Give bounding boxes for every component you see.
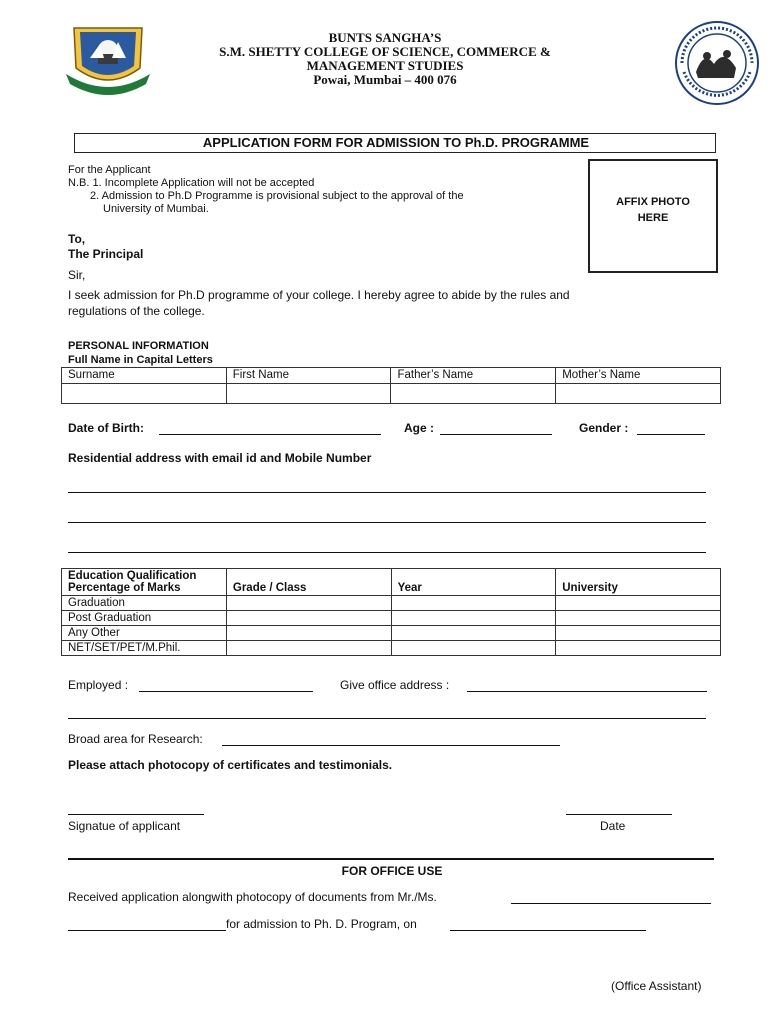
year-header: Year bbox=[391, 569, 556, 596]
college-address: Powai, Mumbai – 400 076 bbox=[313, 72, 457, 87]
row-label-post-graduation: Post Graduation bbox=[62, 611, 227, 626]
mothers-name-header: Mother’s Name bbox=[556, 368, 721, 384]
org-name: BUNTS SANGHA’S bbox=[328, 30, 442, 45]
full-name-subheading: Full Name in Capital Letters bbox=[68, 354, 213, 366]
date-label: Date bbox=[600, 819, 626, 833]
office-address-field[interactable] bbox=[467, 691, 707, 692]
office-address-label: Give office address : bbox=[340, 678, 450, 692]
fathers-name-header: Father’s Name bbox=[391, 368, 556, 384]
education-header-cell bbox=[62, 569, 227, 596]
mothers-name-field[interactable] bbox=[556, 384, 721, 404]
office-use-heading: FOR OFFICE USE bbox=[341, 864, 443, 878]
office-address-line-2[interactable] bbox=[68, 718, 706, 719]
admission-date-field[interactable] bbox=[450, 930, 646, 931]
employed-field[interactable] bbox=[139, 691, 313, 692]
post-graduation-university-field[interactable] bbox=[556, 611, 721, 626]
dob-field[interactable] bbox=[159, 434, 381, 435]
research-label: Broad area for Research: bbox=[68, 732, 203, 746]
dob-label: Date of Birth: bbox=[68, 421, 144, 435]
row-label-net-set: NET/SET/PET/M.Phil. bbox=[62, 641, 227, 656]
gender-label: Gender : bbox=[579, 421, 629, 435]
college-name-line2: MANAGEMENT STUDIES bbox=[306, 58, 464, 73]
graduation-year-field[interactable] bbox=[391, 596, 556, 611]
date-line[interactable] bbox=[566, 814, 672, 815]
university-header: University bbox=[556, 569, 721, 596]
table-row bbox=[62, 596, 721, 611]
fathers-name-field[interactable] bbox=[391, 384, 556, 404]
signature-label: Signatue of applicant bbox=[68, 819, 181, 833]
body-text-line2: regulations of the college. bbox=[68, 304, 205, 318]
graduation-university-field[interactable] bbox=[556, 596, 721, 611]
address-label: Residential address with email id and Mobile Number bbox=[68, 451, 372, 465]
form-title: APPLICATION FORM FOR ADMISSION TO Ph.D. PROGRAMME bbox=[202, 135, 590, 150]
for-applicant-note: For the Applicant bbox=[68, 164, 151, 176]
college-name-line1: S.M. SHETTY COLLEGE OF SCIENCE, COMMERCE & bbox=[219, 44, 551, 59]
nb-note-2-cont: University of Mumbai. bbox=[103, 203, 209, 215]
program-name-field[interactable] bbox=[68, 930, 226, 931]
age-label: Age : bbox=[404, 421, 434, 435]
address-line-3[interactable] bbox=[68, 552, 706, 553]
signature-line[interactable] bbox=[68, 814, 204, 815]
admission-label: for admission to Ph. D. Program, on bbox=[226, 917, 417, 931]
table-row bbox=[62, 641, 721, 656]
nb-note-1: N.B. 1. Incomplete Application will not be accepted bbox=[68, 177, 315, 189]
post-graduation-year-field[interactable] bbox=[391, 611, 556, 626]
office-assistant-label: (Office Assistant) bbox=[611, 979, 702, 993]
net-set-year-field[interactable] bbox=[391, 641, 556, 656]
address-line-1[interactable] bbox=[68, 492, 706, 493]
grade-class-header: Grade / Class bbox=[226, 569, 391, 596]
body-text-line1: I seek admission for Ph.D programme of your college. I hereby agree to abide by the rules and bbox=[68, 288, 570, 302]
any-other-year-field[interactable] bbox=[391, 626, 556, 641]
office-use-divider bbox=[68, 858, 714, 860]
photo-box-label-1: AFFIX PHOTO bbox=[616, 196, 690, 208]
personal-info-heading: PERSONAL INFORMATION bbox=[68, 340, 209, 352]
surname-header: Surname bbox=[62, 368, 227, 384]
salutation-sir: Sir, bbox=[68, 268, 86, 282]
research-field[interactable] bbox=[222, 745, 560, 746]
post-graduation-grade-field[interactable] bbox=[226, 611, 391, 626]
nb-note-2: 2. Admission to Ph.D Programme is provisional subject to the approval of the bbox=[90, 190, 464, 202]
education-table bbox=[61, 568, 721, 656]
net-set-grade-field[interactable] bbox=[226, 641, 391, 656]
row-label-any-other: Any Other bbox=[62, 626, 227, 641]
education-header-line2: Percentage of Marks bbox=[68, 582, 181, 594]
graduation-grade-field[interactable] bbox=[226, 596, 391, 611]
received-label: Received application alongwith photocopy of documents from Mr./Ms. bbox=[68, 890, 437, 904]
employed-label: Employed : bbox=[68, 678, 129, 692]
table-row bbox=[62, 611, 721, 626]
received-from-field[interactable] bbox=[511, 903, 711, 904]
name-table bbox=[61, 367, 721, 404]
photo-box-label-2: HERE bbox=[637, 212, 669, 224]
address-line-2[interactable] bbox=[68, 522, 706, 523]
first-name-field[interactable] bbox=[226, 384, 391, 404]
net-set-university-field[interactable] bbox=[556, 641, 721, 656]
table-row bbox=[62, 626, 721, 641]
first-name-header: First Name bbox=[226, 368, 391, 384]
salutation-to: To, bbox=[68, 232, 86, 246]
salutation-principal: The Principal bbox=[68, 247, 144, 261]
gender-field[interactable] bbox=[637, 434, 705, 435]
any-other-grade-field[interactable] bbox=[226, 626, 391, 641]
any-other-university-field[interactable] bbox=[556, 626, 721, 641]
age-field[interactable] bbox=[440, 434, 552, 435]
attach-note: Please attach photocopy of certificates and testimonials. bbox=[68, 758, 393, 772]
education-header-line1: Education Qualification bbox=[68, 570, 197, 582]
surname-field[interactable] bbox=[62, 384, 227, 404]
row-label-graduation: Graduation bbox=[62, 596, 227, 611]
